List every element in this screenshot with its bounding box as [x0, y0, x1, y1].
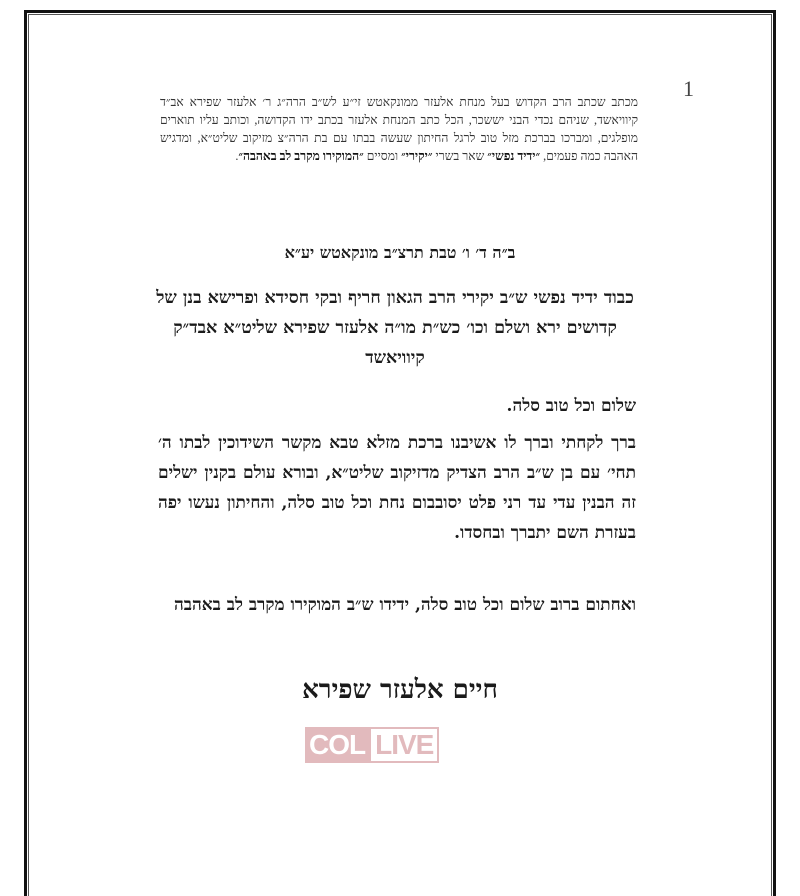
letter-date-line: ב״ה ד׳ ו׳ טבת תרצ״ב מונקאטש יע״א [284, 243, 516, 262]
watermark-col: COL [305, 727, 369, 763]
collive-watermark-logo [305, 727, 445, 763]
intro-paragraph [160, 93, 638, 165]
letter-signature: חיים אלעזר שפירא [302, 675, 498, 705]
letter-greeting: שלום וכל טוב סלה. [506, 396, 636, 416]
intro-text-end: ומסיים [363, 149, 402, 163]
intro-text-final: . [235, 149, 239, 163]
intro-text-start: מכתב שכתב הרב הקדוש בעל מנחת אלעזר ממונקאטש זי״ע לש״ב הרה״ג ר׳ אלעזר שפירא אב״ד קיוויאשד, שניהם נכדי הבני יששכר, הכל כתב המנחת אלעזר בכתב ידו הקדושה, וכותב עליו תוארים מופלגים, ומברכו בברכת מזל טוב לרגל החיתון שעשה בבתו עם בת הרה״צ מזיקוב שליט״א, ומדגיש האהבה כמה פעמים, [160, 95, 638, 163]
letter-body: ברך לקחתי וברך לו אשיבנו ברכת מזלא טבא מקשר השידוכין לבתו ה׳ תחי׳ עם בן ש״ב הרב הצדיק מדזיקוב שליט״א, ובורא עולם בקנין ישלים זה הבנין עדי עד רני פלט יסובבום נחת וכל טוב סלה, והחיתון נעשו יפה בעזרת השם יתברך ובחסדו. [158, 433, 636, 543]
letter-closing: ואחתום ברוב שלום וכל טוב סלה, ידידו ש״ב המוקירו מקרב לב באהבה [173, 595, 636, 615]
intro-bold-2: ״יקירי״ [401, 149, 433, 163]
intro-bold-3: ״המוקירו מקרב לב באהבה״ [238, 149, 364, 163]
letter-salutation: כבוד ידיד נפשי ש״ב יקירי הרב הגאון חריף ובקי חסידא ופרישא בנן של קדושים ירא ושלם וכו׳ כש״ת מו״ה אלעזר שפירא שליט״א אבד״ק קיוויאשד [156, 288, 634, 368]
watermark-live: LIVE [369, 727, 439, 763]
intro-text-mid: שאר בשרי [432, 149, 488, 163]
intro-bold-1: ״ידיד נפשי״ [487, 149, 541, 163]
page-number: 1 [683, 76, 694, 101]
